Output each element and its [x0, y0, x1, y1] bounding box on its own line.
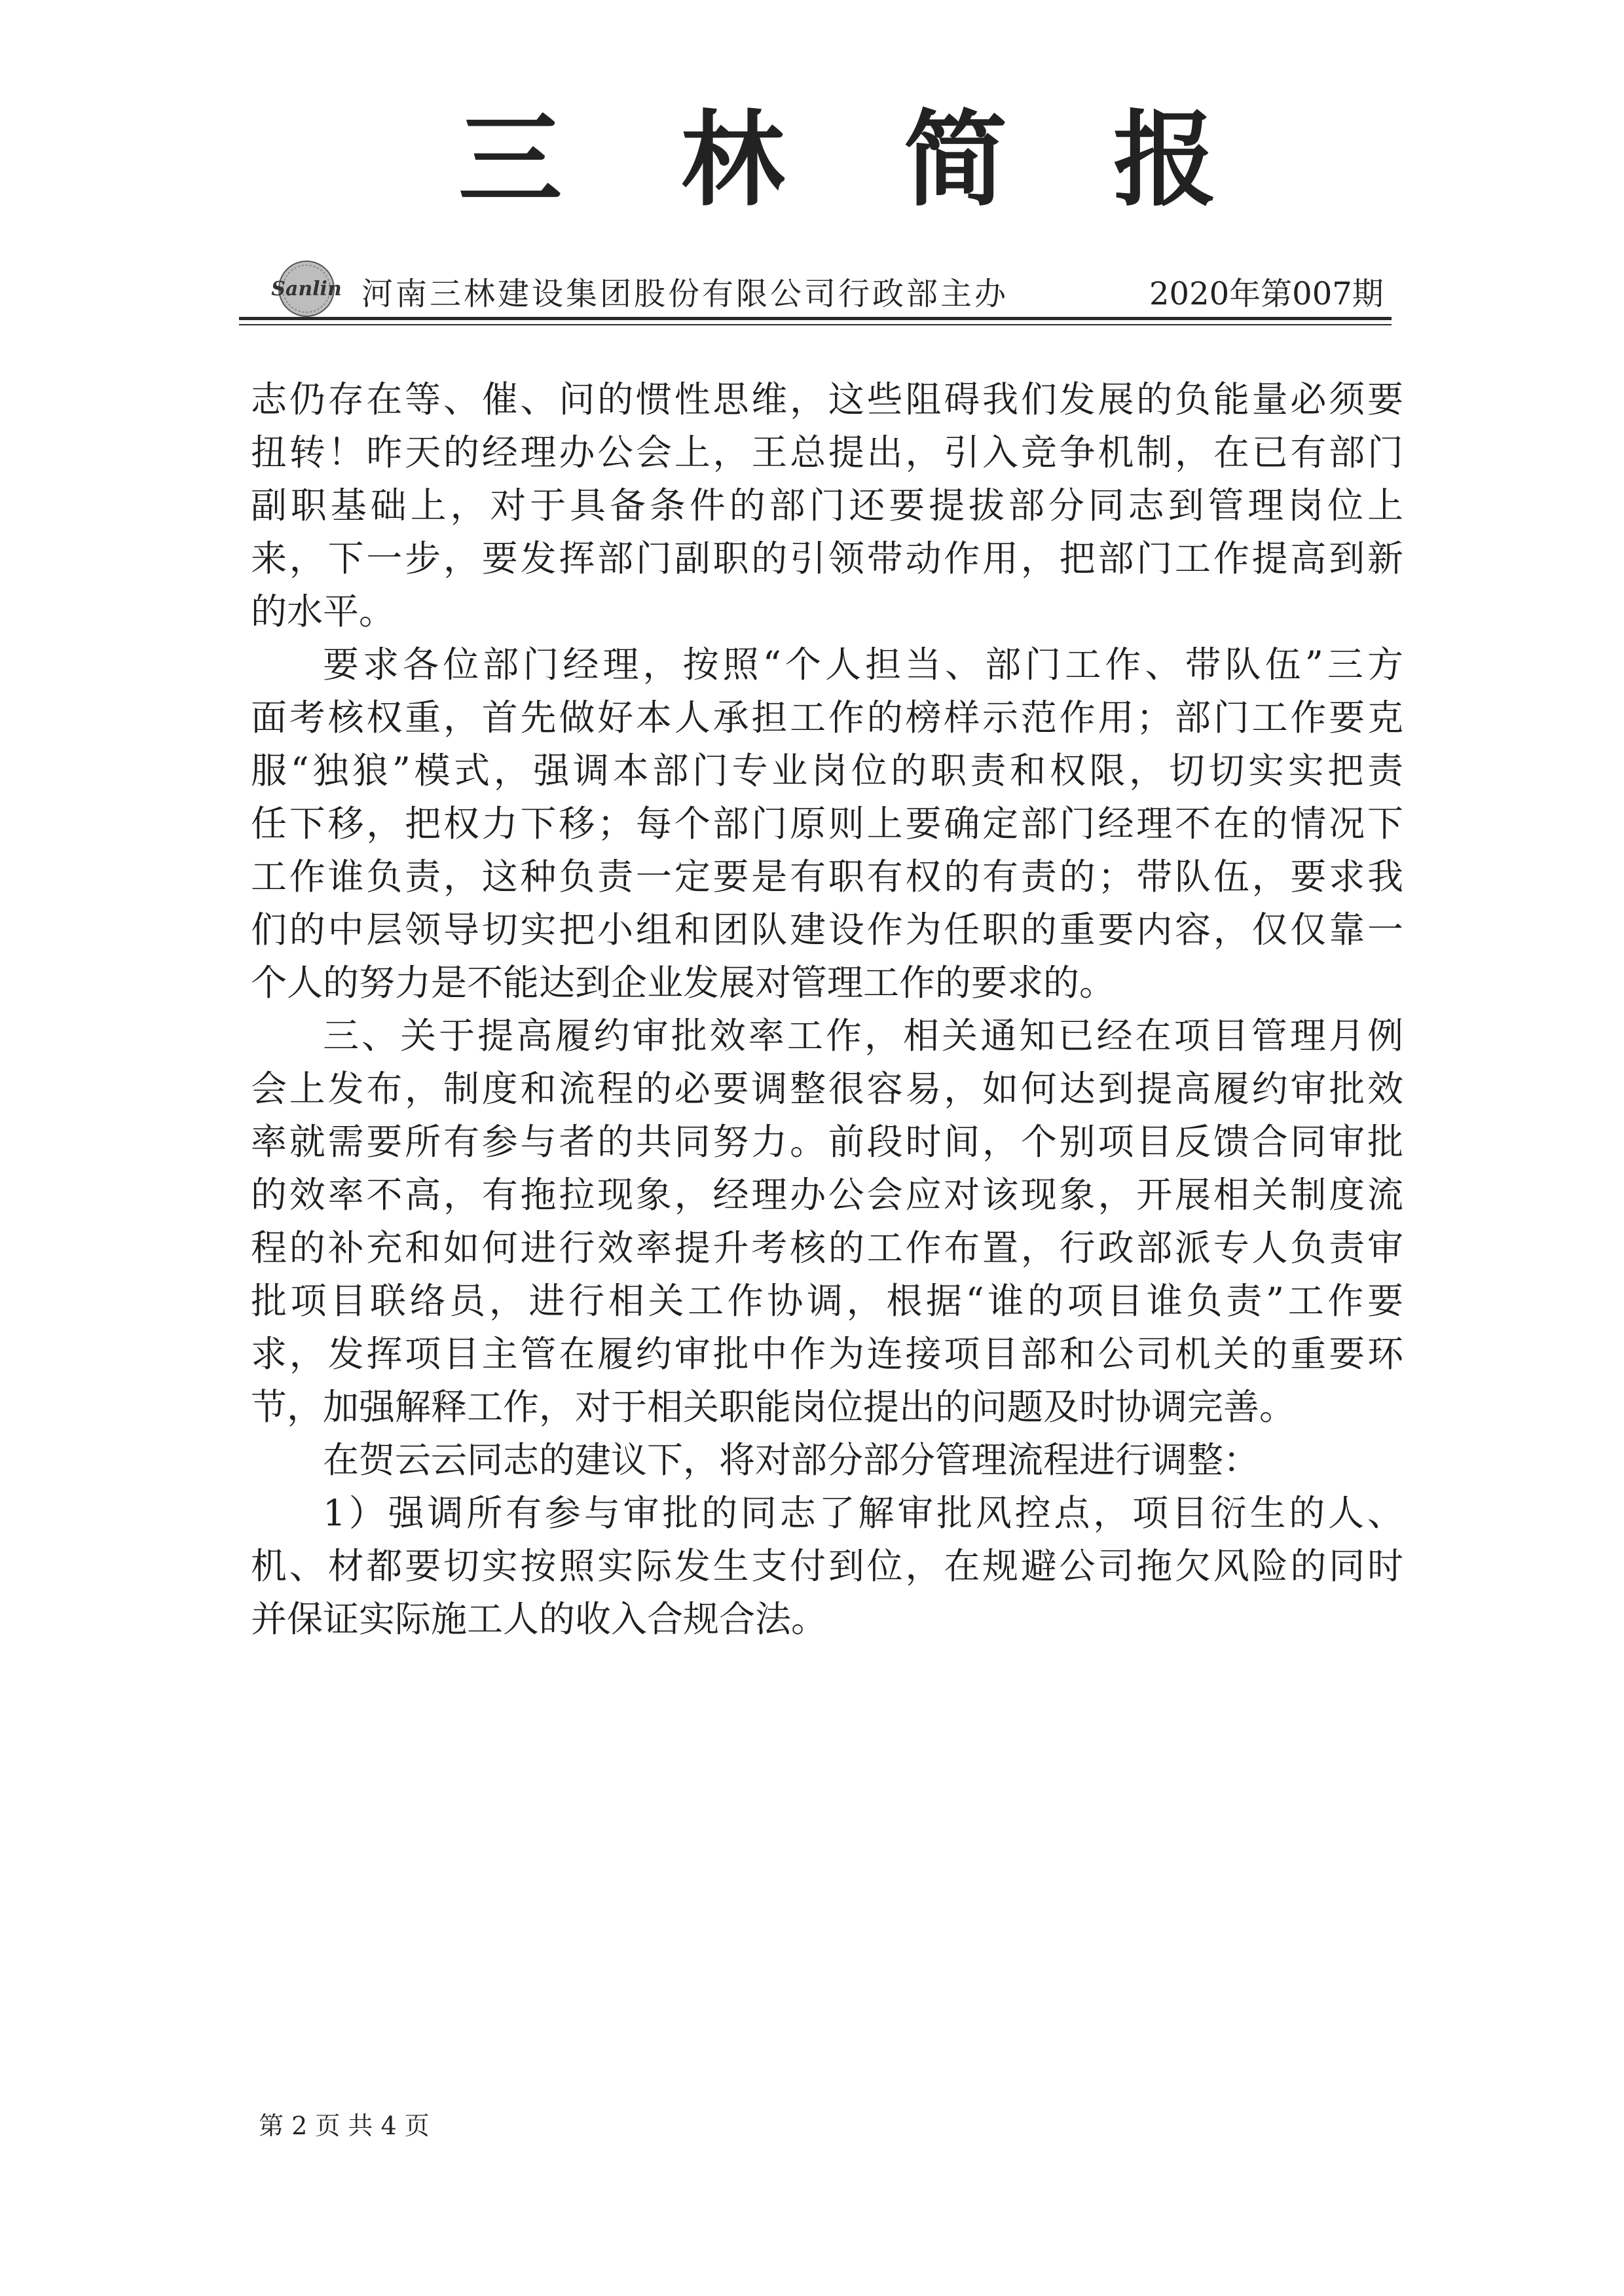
body-text: [251, 373, 1403, 1646]
text-line: 副职基础上，对于具备条件的部门还要提拔部分同志到管理岗位上: [251, 484, 1403, 526]
text-line: 们的中层领导切实把小组和团队建设作为任职的重要内容，仅仅靠一: [251, 909, 1403, 951]
text-line: 批项目联络员，进行相关工作协调，根据“谁的项目谁负责”工作要: [251, 1280, 1403, 1322]
organizer-line: 河南三林建设集团股份有限公司行政部主办: [361, 276, 1009, 312]
issue-number: 2020年第007期: [1149, 276, 1384, 312]
text-line: 并保证实际施工人的收入合规合法。: [251, 1598, 828, 1640]
text-line: 志仍存在等、催、问的惯性思维，这些阻碍我们发展的负能量必须要: [251, 378, 1403, 420]
text-line: 个人的努力是不能达到企业发展对管理工作的要求的。: [251, 962, 1116, 1004]
text-line: 节，加强解释工作，对于相关职能岗位提出的问题及时协调完善。: [251, 1386, 1296, 1428]
masthead-char: 三: [458, 100, 562, 221]
company-logo-icon: [254, 259, 359, 319]
text-line: 工作谁负责，这种负责一定要是有职有权的有责的；带队伍，要求我: [251, 856, 1403, 898]
masthead-char: 林: [681, 100, 784, 221]
page-number: 第 2 页 共 4 页: [259, 2111, 430, 2140]
text-line: 的效率不高，有拖拉现象，经理办公会应对该现象，开展相关制度流: [251, 1174, 1403, 1216]
text-line: 求，发挥项目主管在履约审批中作为连接项目部和公司机关的重要环: [251, 1333, 1403, 1375]
header-rule-thick: [239, 317, 1392, 320]
text-line: 1）强调所有参与审批的同志了解审批风控点，项目衍生的人、: [323, 1492, 1403, 1534]
text-line: 来，下一步，要发挥部门副职的引领带动作用，把部门工作提高到新: [251, 538, 1403, 579]
text-line: 率就需要所有参与者的共同努力。前段时间，个别项目反馈合同审批: [251, 1121, 1403, 1163]
text-line: 会上发布，制度和流程的必要调整很容易，如何达到提高履约审批效: [251, 1068, 1403, 1110]
text-line: 任下移，把权力下移；每个部门原则上要确定部门经理不在的情况下: [251, 803, 1403, 845]
masthead-title: [0, 98, 1624, 223]
text-line: 的水平。: [251, 591, 396, 632]
masthead-char: 简: [904, 100, 1007, 221]
header-rule-thin: [239, 324, 1392, 325]
text-line: 在贺云云同志的建议下，将对部分部分管理流程进行调整：: [323, 1439, 1260, 1481]
text-line: 机、材都要切实按照实际发生支付到位，在规避公司拖欠风险的同时: [251, 1545, 1403, 1587]
masthead-char: 报: [1113, 100, 1217, 221]
text-line: 服“独狼”模式，强调本部门专业岗位的职责和权限，切切实实把责: [251, 750, 1403, 792]
text-line: 程的补充和如何进行效率提升考核的工作布置，行政部派专人负责审: [251, 1227, 1403, 1269]
text-line: 面考核权重，首先做好本人承担工作的榜样示范作用；部门工作要克: [251, 697, 1403, 738]
text-line: 扭转！昨天的经理办公会上，王总提出，引入竞争机制，在已有部门: [251, 431, 1403, 473]
text-line: 三、关于提高履约审批效率工作，相关通知已经在项目管理月例: [323, 1015, 1403, 1057]
text-line: 要求各位部门经理，按照“个人担当、部门工作、带队伍”三方: [323, 644, 1403, 685]
svg-text:Sanlin: Sanlin: [271, 278, 342, 301]
